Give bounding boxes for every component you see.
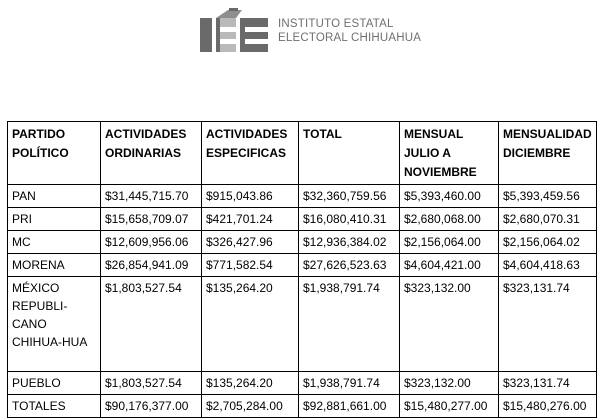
cell-ordinarias: $1,803,527.54 bbox=[101, 277, 202, 372]
cell-diciembre: $323,131.74 bbox=[499, 277, 597, 372]
cell-total: $92,881,661.00 bbox=[299, 395, 400, 418]
cell-mensual: $2,680,068.00 bbox=[400, 208, 499, 231]
cell-total: $16,080,410.31 bbox=[299, 208, 400, 231]
cell-mensual: $5,393,460.00 bbox=[400, 185, 499, 208]
cell-party: PAN bbox=[8, 185, 101, 208]
header-partido: PARTIDO POLÍTICO bbox=[8, 122, 101, 185]
logo-text bbox=[278, 17, 421, 45]
table-row bbox=[8, 185, 597, 208]
logo-line-2: ELECTORAL CHIHUAHUA bbox=[278, 32, 422, 44]
iee-logo-mark-icon bbox=[198, 8, 270, 54]
cell-mensual: $2,156,064.00 bbox=[400, 231, 499, 254]
cell-especificas: $135,264.20 bbox=[202, 277, 299, 372]
cell-diciembre: $15,480,276.00 bbox=[499, 395, 597, 418]
cell-party: MÉXICO REPUBLI-CANO CHIHUA-HUA bbox=[8, 277, 101, 372]
header-diciembre: MENSUALIDAD DICIEMBRE bbox=[499, 122, 597, 185]
table-row bbox=[8, 231, 597, 254]
cell-total: $1,938,791.74 bbox=[299, 372, 400, 395]
header-total: TOTAL bbox=[299, 122, 400, 185]
cell-mensual: $4,604,421.00 bbox=[400, 254, 499, 277]
table-header-row bbox=[8, 122, 597, 185]
cell-ordinarias: $15,658,709.07 bbox=[101, 208, 202, 231]
cell-mensual: $323,132.00 bbox=[400, 277, 499, 372]
table-row bbox=[8, 254, 597, 277]
cell-total: $1,938,791.74 bbox=[299, 277, 400, 372]
logo-line-1: INSTITUTO ESTATAL bbox=[278, 18, 394, 30]
table-row bbox=[8, 372, 597, 395]
cell-party: PUEBLO bbox=[8, 372, 101, 395]
cell-diciembre: $2,156,064.02 bbox=[499, 231, 597, 254]
cell-diciembre: $2,680,070.31 bbox=[499, 208, 597, 231]
budget-table bbox=[7, 121, 597, 418]
cell-especificas: $135,264.20 bbox=[202, 372, 299, 395]
cell-ordinarias: $31,445,715.70 bbox=[101, 185, 202, 208]
cell-party: PRI bbox=[8, 208, 101, 231]
cell-especificas: $2,705,284.00 bbox=[202, 395, 299, 418]
header-especificas: ACTIVIDADES ESPECIFICAS bbox=[202, 122, 299, 185]
table-row bbox=[8, 208, 597, 231]
header-ordinarias: ACTIVIDADES ORDINARIAS bbox=[101, 122, 202, 185]
cell-party: TOTALES bbox=[8, 395, 101, 418]
cell-ordinarias: $90,176,377.00 bbox=[101, 395, 202, 418]
cell-mensual: $15,480,277.00 bbox=[400, 395, 499, 418]
cell-especificas: $771,582.54 bbox=[202, 254, 299, 277]
cell-party: MORENA bbox=[8, 254, 101, 277]
cell-especificas: $421,701.24 bbox=[202, 208, 299, 231]
cell-especificas: $915,043.86 bbox=[202, 185, 299, 208]
cell-mensual: $323,132.00 bbox=[400, 372, 499, 395]
cell-party: MC bbox=[8, 231, 101, 254]
cell-ordinarias: $12,609,956.06 bbox=[101, 231, 202, 254]
cell-total: $32,360,759.56 bbox=[299, 185, 400, 208]
cell-diciembre: $5,393,459.56 bbox=[499, 185, 597, 208]
cell-total: $27,626,523.63 bbox=[299, 254, 400, 277]
iee-logo bbox=[198, 8, 422, 54]
cell-especificas: $326,427.96 bbox=[202, 231, 299, 254]
table-row-totals bbox=[8, 395, 597, 418]
cell-ordinarias: $1,803,527.54 bbox=[101, 372, 202, 395]
cell-diciembre: $4,604,418.63 bbox=[499, 254, 597, 277]
table-row bbox=[8, 277, 597, 372]
cell-total: $12,936,384.02 bbox=[299, 231, 400, 254]
cell-ordinarias: $26,854,941.09 bbox=[101, 254, 202, 277]
cell-diciembre: $323,131.74 bbox=[499, 372, 597, 395]
header-mensual: MENSUAL JULIO A NOVIEMBRE bbox=[400, 122, 499, 185]
